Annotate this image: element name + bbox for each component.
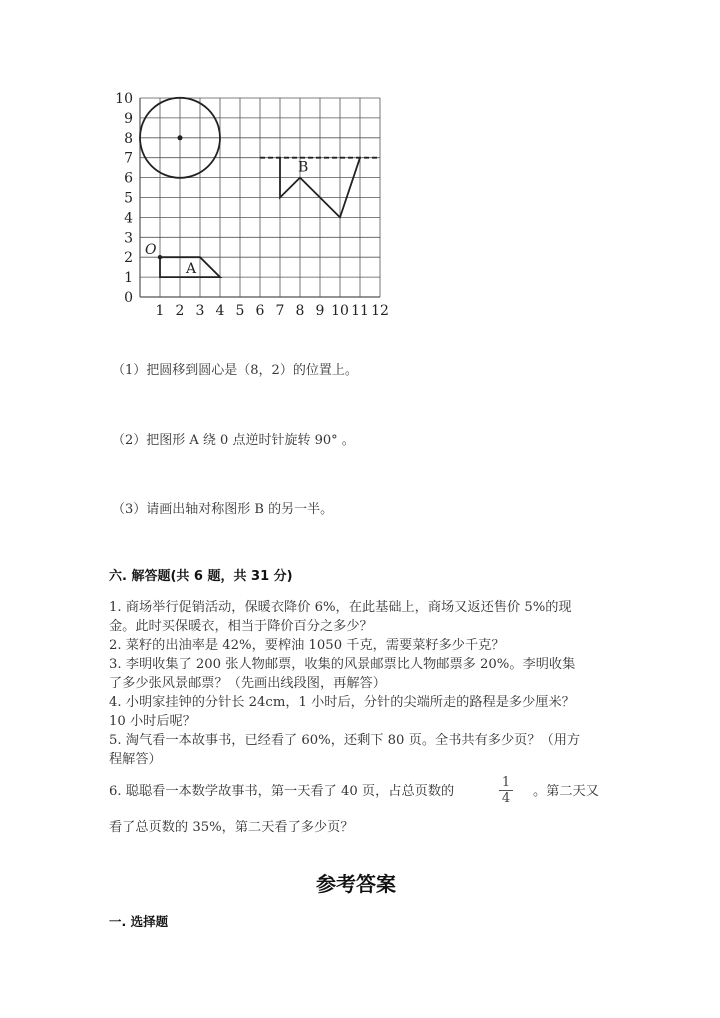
section-6-title: 六. 解答题(共 6 题，共 31 分) [109, 569, 293, 584]
problem-line: 10 小时后呢？ [109, 714, 196, 729]
y-tick-label: 2 [124, 250, 133, 267]
problem-line: 5. 淘气看一本故事书，已经看了 60%，还剩下 80 页。全书共有多少页？（用方 [109, 733, 581, 748]
x-tick-label: 12 [371, 303, 389, 319]
y-tick-label: 10 [115, 91, 133, 107]
y-tick-label: 4 [124, 210, 133, 227]
problem-6-line-1: 6. 聪聪看一本数学故事书，第一天看了 40 页，占总页数的 [109, 784, 455, 799]
x-tick-label: 6 [255, 303, 265, 319]
circle-center-dot [178, 135, 183, 140]
x-tick-label: 2 [175, 303, 185, 319]
sub-question-1: （1）把圆移到圆心是（8，2）的位置上。 [112, 363, 358, 378]
x-tick-label: 8 [295, 303, 305, 319]
problem-line: 2. 菜籽的出油率是 42%，要榨油 1050 千克，需要菜籽多少千克？ [109, 638, 505, 653]
x-tick-label: 5 [235, 303, 245, 319]
fraction-one-quarter [499, 776, 513, 806]
problem-line: 4. 小明家挂钟的分针长 24cm，1 小时后，分针的尖端所走的路程是多少厘米？ [109, 695, 575, 710]
coordinate-grid-figure [100, 88, 400, 328]
x-tick-label: 10 [331, 303, 349, 319]
fraction-denominator: 4 [501, 791, 511, 806]
y-tick-label: 5 [124, 190, 133, 207]
sub-question-3: （3）请画出轴对称图形 B 的另一半。 [112, 502, 334, 517]
y-tick-label: 1 [124, 270, 133, 287]
x-tick-label: 3 [195, 303, 205, 319]
y-tick-label: 0 [124, 290, 133, 306]
problem-line: 金。此时买保暖衣，相当于降价百分之多少？ [109, 619, 373, 634]
problem-line: 1. 商场举行促销活动，保暖衣降价 6%，在此基础上，商场又返还售价 5%的现 [109, 600, 572, 615]
x-tick-label: 1 [155, 303, 165, 319]
shape-b-label: B [298, 159, 309, 176]
sub-question-2: （2）把图形 A 绕 0 点逆时针旋转 90° 。 [112, 433, 355, 448]
y-tick-label: 9 [124, 110, 133, 127]
x-tick-label: 9 [315, 303, 325, 319]
point-o-label: O [145, 242, 157, 259]
problem-line: 3. 李明收集了 200 张人物邮票，收集的风景邮票比人物邮票多 20%。李明收集 [109, 657, 576, 672]
answer-section-1-title: 一. 选择题 [109, 914, 169, 929]
problem-line: 了多少张风景邮票？（先画出线段图，再解答） [109, 676, 386, 691]
shape-a-label: A [186, 261, 197, 278]
y-tick-label: 7 [124, 150, 133, 167]
answer-key-title: 参考答案 [316, 872, 396, 896]
problem-6-line-2: 看了总页数的 35%，第二天看了多少页？ [109, 820, 354, 835]
y-tick-label: 3 [124, 230, 133, 247]
y-tick-label: 8 [124, 130, 133, 147]
problem-6-line-1-end: 。第二天又 [533, 784, 599, 799]
fraction-numerator: 1 [499, 776, 513, 791]
point-o-dot [158, 255, 162, 259]
grid-svg [100, 88, 400, 328]
problem-line: 程解答） [109, 752, 162, 767]
y-tick-label: 6 [124, 170, 133, 187]
x-tick-label: 11 [351, 303, 369, 319]
x-tick-label: 7 [275, 303, 285, 319]
x-tick-label: 4 [215, 303, 225, 319]
